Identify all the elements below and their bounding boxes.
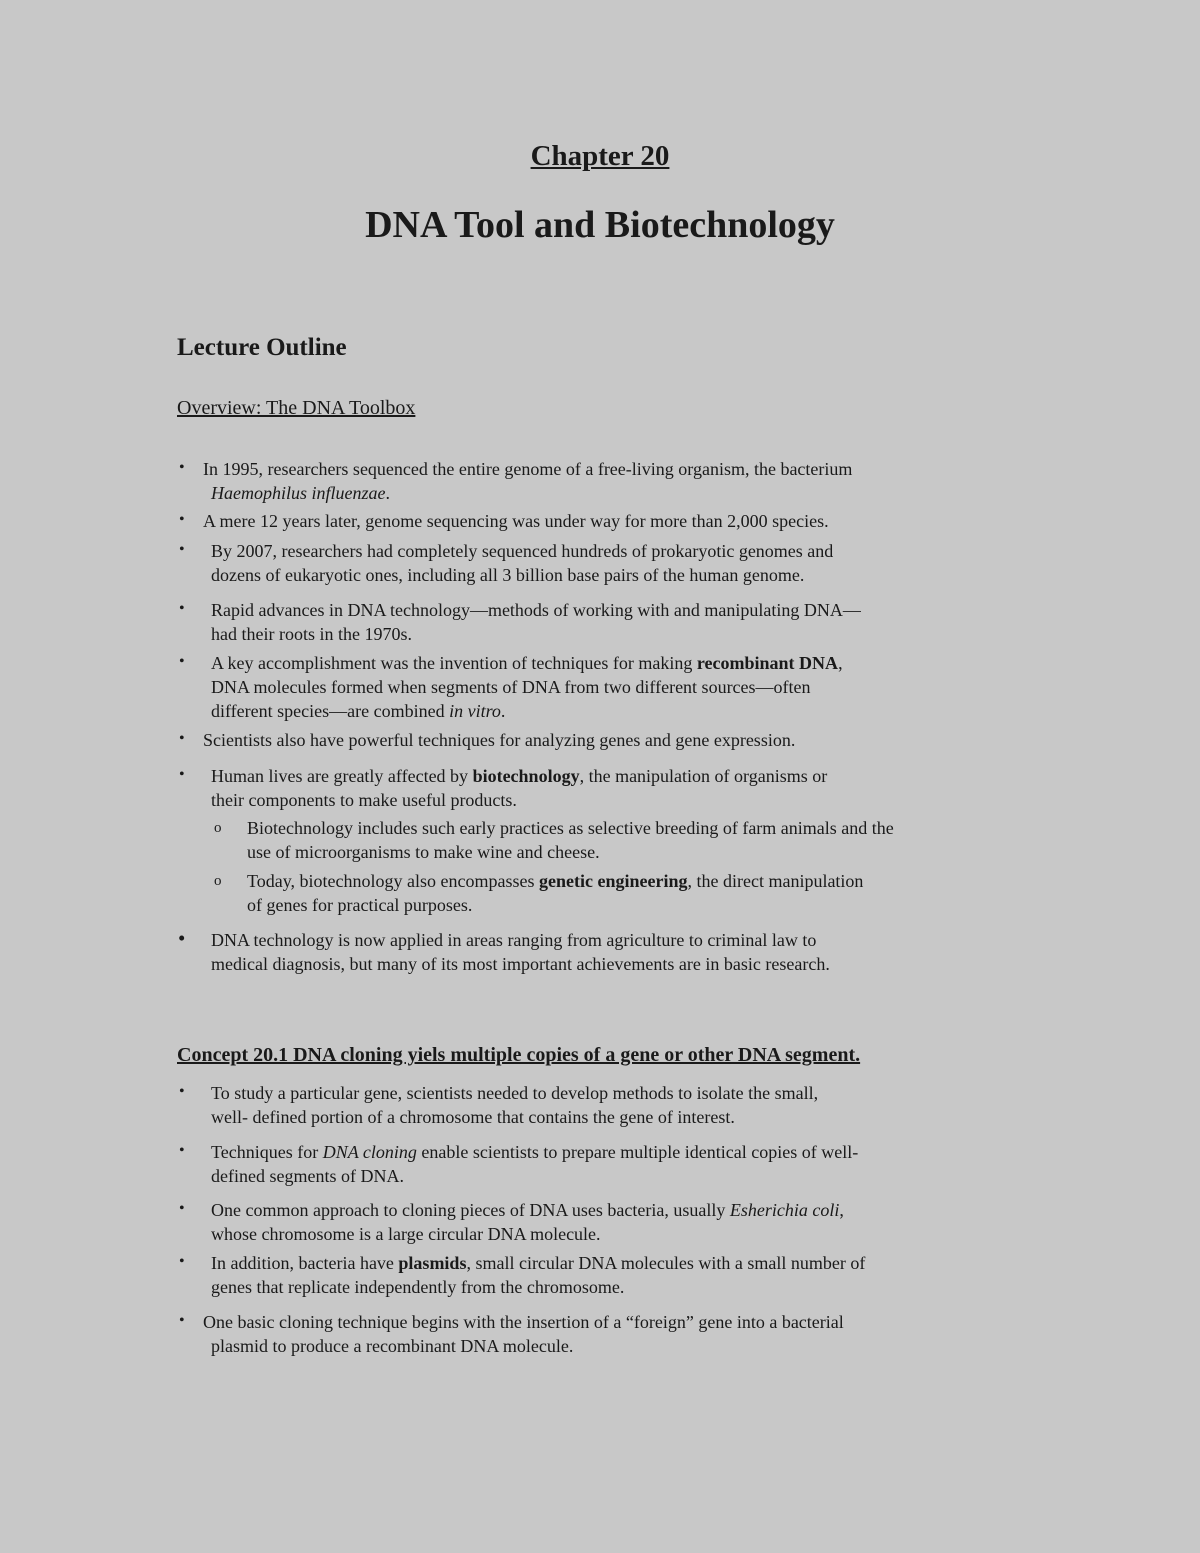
- text-run: Human lives are greatly affected by: [211, 766, 469, 786]
- list-item: [211, 928, 830, 976]
- punctuation: ,: [838, 653, 843, 673]
- sub-list-item: [247, 869, 863, 917]
- list-item-line: medical diagnosis, but many of its most important achievements are in basic research.: [211, 954, 830, 974]
- list-item-line: Biotechnology includes such early practices as selective breeding of farm animals and the: [247, 818, 894, 838]
- list-item-line: Scientists also have powerful techniques for analyzing genes and gene expression.: [203, 730, 796, 750]
- list-item: [211, 598, 861, 646]
- list-item-line: [211, 1198, 844, 1222]
- text-run: In addition, bacteria have: [211, 1253, 394, 1273]
- list-item: [203, 1310, 844, 1358]
- species-name: Esherichia coli: [729, 1200, 840, 1220]
- list-item-line: whose chromosome is a large circular DNA molecule.: [211, 1224, 601, 1244]
- list-item-line: of genes for practical purposes.: [247, 895, 473, 915]
- list-item-line: One basic cloning technique begins with the insertion of a “foreign” gene into a bacterial: [203, 1312, 844, 1332]
- list-item-line: A mere 12 years later, genome sequencing was under way for more than 2,000 species.: [203, 511, 829, 531]
- list-item-line: [211, 651, 843, 675]
- text-run: One common approach to cloning pieces of DNA uses bacteria, usually: [211, 1200, 726, 1220]
- key-term: plasmids: [398, 1253, 467, 1273]
- punctuation: .: [385, 483, 390, 503]
- text-run: , small circular DNA molecules with a small number of: [466, 1253, 866, 1273]
- bullet-marker: •: [179, 1200, 185, 1217]
- list-item: [211, 1081, 818, 1129]
- overview-heading: Overview: The DNA Toolbox: [177, 397, 416, 419]
- list-item: [211, 764, 827, 812]
- text-run: , the manipulation of organisms or: [579, 766, 828, 786]
- bullet-marker: •: [179, 730, 185, 747]
- list-item-line: In 1995, researchers sequenced the entire genome of a free-living organism, the bacterium: [203, 459, 853, 479]
- list-item: [211, 1251, 865, 1299]
- key-term: biotechnology: [472, 766, 580, 786]
- list-item-line: had their roots in the 1970s.: [211, 624, 412, 644]
- text-run: Today, biotechnology also encompasses: [247, 871, 535, 891]
- list-item: [211, 1198, 844, 1246]
- list-item-line: dozens of eukaryotic ones, including all 3 billion base pairs of the human genome.: [211, 565, 805, 585]
- text-run: , the direct manipulation: [687, 871, 864, 891]
- text-run: Techniques for: [211, 1142, 319, 1162]
- list-item-line: [203, 481, 852, 505]
- text-run: different species—are combined: [211, 701, 445, 721]
- list-item-line: use of microorganisms to make wine and cheese.: [247, 842, 600, 862]
- key-term: genetic engineering: [539, 871, 688, 891]
- species-name: Haemophilus influenzae: [211, 483, 386, 503]
- punctuation: ,: [839, 1200, 844, 1220]
- bullet-marker: •: [179, 1312, 185, 1329]
- sub-bullet-marker: o: [214, 873, 222, 889]
- bullet-marker: •: [179, 459, 185, 476]
- emphasis: DNA cloning: [322, 1142, 417, 1162]
- list-item-line: DNA molecules formed when segments of DNA from two different sources—often: [211, 677, 811, 697]
- bullet-marker: •: [179, 653, 185, 670]
- text-run: A key accomplishment was the invention of techniques for making: [211, 653, 693, 673]
- list-item: [211, 1140, 858, 1188]
- list-item-line: By 2007, researchers had completely sequenced hundreds of prokaryotic genomes and: [211, 541, 834, 561]
- list-item: [203, 457, 852, 505]
- list-item-line: To study a particular gene, scientists needed to develop methods to isolate the small,: [211, 1083, 819, 1103]
- list-item-line: [211, 699, 843, 723]
- outline-heading: Lecture Outline: [177, 334, 347, 361]
- concept-heading: Concept 20.1 DNA cloning yiels multiple copies of a gene or other DNA segment.: [177, 1044, 861, 1066]
- list-item: [203, 509, 829, 533]
- emphasis: in vitro: [449, 701, 501, 721]
- bullet-marker: •: [179, 541, 185, 558]
- document-title: DNA Tool and Biotechnology: [365, 204, 835, 246]
- bullet-marker: •: [179, 1142, 185, 1159]
- list-item: [203, 728, 795, 752]
- sub-bullet-marker: o: [214, 820, 222, 836]
- list-item-line: [211, 1140, 858, 1164]
- sub-list-item: [247, 816, 894, 864]
- list-item-line: their components to make useful products.: [211, 790, 517, 810]
- list-item: [211, 539, 833, 587]
- text-run: enable scientists to prepare multiple identical copies of well-: [421, 1142, 859, 1162]
- list-item-line: well- defined portion of a chromosome that contains the gene of interest.: [211, 1107, 735, 1127]
- bullet-marker: •: [179, 766, 185, 783]
- bullet-marker: •: [179, 1083, 185, 1100]
- list-item-line: plasmid to produce a recombinant DNA molecule.: [211, 1336, 574, 1356]
- key-term: recombinant DNA: [696, 653, 839, 673]
- bullet-marker: •: [179, 1253, 185, 1270]
- bullet-marker: •: [178, 926, 186, 950]
- list-item-line: genes that replicate independently from the chromosome.: [211, 1277, 625, 1297]
- list-item-line: [211, 1251, 865, 1275]
- list-item-line: [211, 764, 827, 788]
- list-item-line: DNA technology is now applied in areas ranging from agriculture to criminal law to: [211, 930, 817, 950]
- punctuation: .: [500, 701, 506, 721]
- bullet-marker: •: [179, 600, 185, 617]
- list-item: [211, 651, 843, 723]
- bullet-marker: •: [179, 511, 185, 528]
- chapter-number: Chapter 20: [530, 140, 670, 172]
- list-item-line: Rapid advances in DNA technology—methods of working with and manipulating DNA—: [211, 600, 861, 620]
- list-item-line: [247, 869, 863, 893]
- list-item-line: defined segments of DNA.: [211, 1166, 404, 1186]
